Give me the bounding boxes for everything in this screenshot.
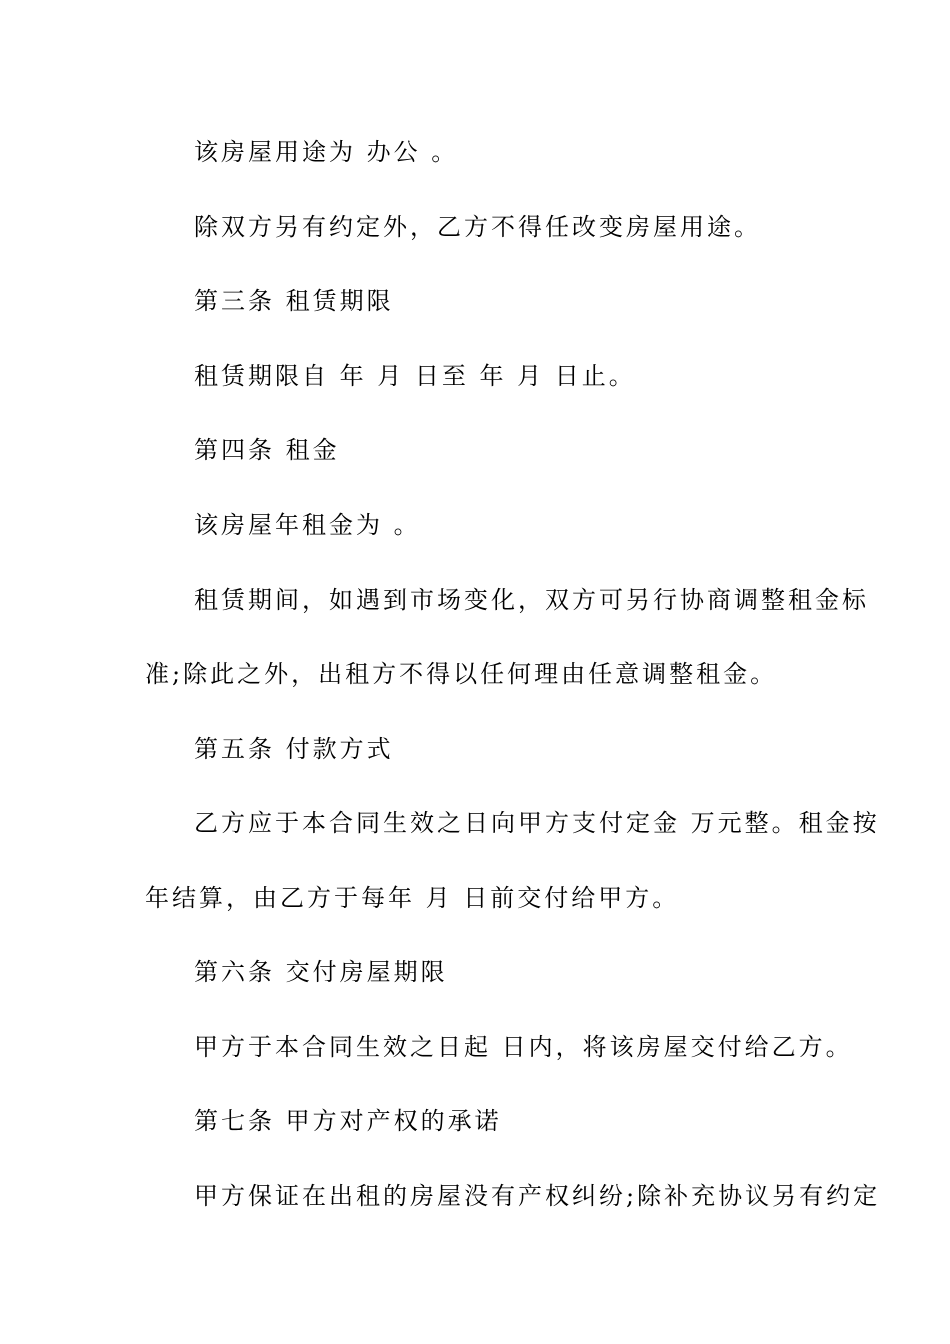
heading-article-4: 第四条 租金 [194,436,340,464]
paragraph-lease-term: 租赁期限自 年 月 日至 年 月 日止。 [194,362,636,390]
paragraph-ownership-line1: 甲方保证在出租的房屋没有产权纠纷;除补充协议另有约定 [194,1182,881,1210]
paragraph-rent-adjust-line2: 准;除此之外，出租方不得以任何理由任意调整租金。 [145,660,778,688]
paragraph-payment-line2: 年结算，由乙方于每年 月 日前交付给甲方。 [145,884,680,912]
paragraph-usage-restriction: 除双方另有约定外，乙方不得任改变房屋用途。 [194,213,761,241]
paragraph-payment-line1: 乙方应于本合同生效之日向甲方支付定金 万元整。租金按 [194,809,880,837]
heading-article-6: 第六条 交付房屋期限 [194,958,448,986]
heading-article-7: 第七条 甲方对产权的承诺 [194,1107,502,1135]
paragraph-annual-rent: 该房屋年租金为 。 [194,511,421,539]
heading-article-5: 第五条 付款方式 [194,735,394,763]
paragraph-delivery: 甲方于本合同生效之日起 日内，将该房屋交付给乙方。 [194,1033,853,1061]
paragraph-rent-adjust-line1: 租赁期间，如遇到市场变化，双方可另行协商调整租金标 [194,586,869,614]
paragraph-usage: 该房屋用途为 办公 。 [194,138,459,166]
heading-article-3: 第三条 租赁期限 [194,287,394,315]
